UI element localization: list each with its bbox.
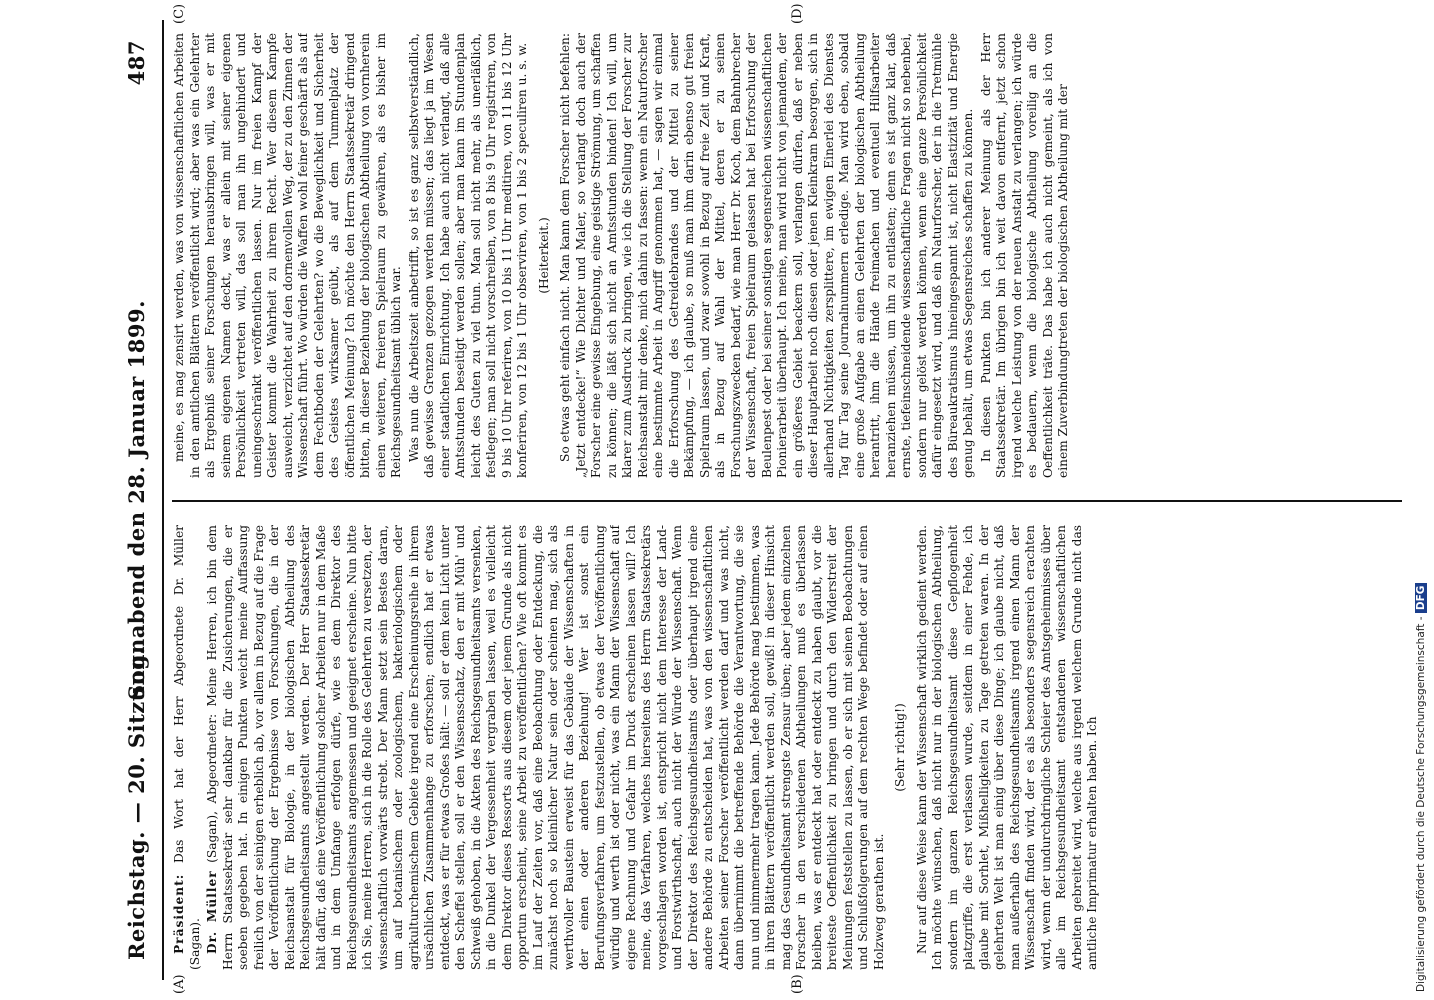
speaker-name: Dr. Müller [205, 870, 219, 954]
column-divider [172, 500, 1402, 502]
paragraph: In diesen Punkten bin ich anderer Meinung als der Herr Staatssekretär. Im übrigen bin ich weit davon entfernt, jetzt schon irgend welche Leistung von der neuen Anstalt zu verlangen; ich würde es bedauern, wenn die biologische Abtheilung voreilig an die Oeffentlichkeit träte. Das habe ich auch nicht gemeint, als ich von einem Zuverbindungtreten der biologischen Abtheilung mit der [978, 33, 1070, 478]
page-number: 487 [124, 40, 149, 86]
header-left: Reichstag. — 20. Sitzung. [124, 646, 149, 960]
paragraph: So etwas geht einfach nicht. Man kann dem Forscher nicht befehlen: „Jetzt entdecke!“ Wie Dichter und Maler, so verlangt doch auch der Forscher eine gewisse Eingebung, eine geistige Strömung, um schaffen zu können; die läßt sich nicht an Amtsstunden binden! Ich will, um klarer zum Ausdruck zu bringen, wie ich die Stellung der Forscher zur Reichsanstalt mir denke, mich dahin zu fassen: wenn ein Naturforscher eine bestimmte Arbeit in Angriff genommen hat, — sagen wir einmal die Erforschung des Getreidebrandes und der Mittel zu seiner Bekämpfung, — ich glaube, so muß man ihm darin ebenso gut freien Spielraum lassen, und zwar sowohl in Bezug auf freie Zeit und Kraft, als in Bezug auf Wahl der Mittel, deren er zu seinen Forschungszwecken bedarf, wie man Herr Dr. Koch, dem Bahnbrecher der Wissenschaft, freien Spielraum gelassen hat bei Erforschung der Beulenpest oder bei seiner sonstigen segensreichen wissenschaftlichen Pionierarbeit überhaupt. Ich meine, man wird nicht von jemandem, der ein größeres Gebiet beackern soll, verlangen dürfen, daß er neben dieser Hauptarbeit noch diesen oder jenen Kleinkram besorgen, sich in allerhand Nichtigkeiten zersplittere, im ewigen Einerlei des Dienstes Tag für Tag seine Journalnummern erledige. Man wird eben, sobald eine große Aufgabe an einen Gelehrten der biologischen Abtheilung herantritt, ihm die Hände freimachen und eventuell Hilfsarbeiter heranziehen müssen, um ihn zu entlasten; denn es ist ganz klar, daß ernste, tiefeinschneidende wissenschaftliche Fragen nicht so nebenbei, sondern nur gelöst werden können, wenn eine ganze Persönlichkeit dafür eingesetzt wird, und daß ein Naturforscher, der in die Tretmühle des Büreaukratismus hineingespannt ist, nicht Elastizität und Energie genug behält, um etwas Segensreiches schaffen zu können. [558, 33, 975, 478]
margin-marker-b: (B) [790, 974, 805, 994]
speaker-paragraph [172, 525, 203, 970]
paragraph: Nur auf diese Weise kann der Wissenschaft wirklich gedient werden. Ich möchte wünschen, daß nicht nur in der biologischen Abtheilung, sondern im ganzen Reichsgesundheitsamt diese Gepflogenheit platzgriffe, die erst verlassen wurde, seitdem in einer Fehde, ich glaube mit Sorhlet, Mißhelligkeiten zu Tage getreten waren. In der gelehrten Welt ist man einig über diese Dinge; ich glaube nicht, daß man außerhalb des Reichsgesundheitsamts irgend einen Mann der Wissenschaft finden wird, der es als besonders segensreich erachten wird, wenn der undurchdringliche Schleier des Amtsgeheimnisses über alle im Reichsgesundheitsamt entstandenen wissenschaftlichen Arbeiten gebreitet wird, welche aus irgend welchem Grunde nicht das amtliche Imprimatur erhalten haben. Ich [914, 525, 1099, 970]
margin-marker-a: (A) [172, 974, 187, 994]
text-column-right [172, 33, 1402, 478]
interjection: (Sehr richtig!) [893, 703, 907, 792]
rotated-page-content [100, 0, 1420, 1000]
paragraph: Was nun die Arbeitszeit anbetrifft, so ist es ganz selbstverständlich, daß gewisse Grenzen gezogen werden müssen; das liegt ja im Wesen einer staatlichen Einrichtung. Ich habe auch nicht verlangt, daß alle Amtsstunden beseitigt werden sollen; aber man kann im Stundenplan leicht des Guten zu viel thun. Man soll nicht mehr, als unerläßlich, festlegen; man soll nicht vorschreiben, von 8 bis 9 Uhr registriren, von 9 bis 10 Uhr referiren, von 10 bis 11 Uhr meditiren, von 11 bis 12 Uhr konferiren, von 12 bis 1 Uhr observiren, von 1 bis 2 speculiren u. s. w. [406, 33, 529, 478]
page-header [120, 40, 160, 960]
margin-marker-c: (C) [172, 3, 187, 24]
header-date: Sonnabend den 28. Januar 1899. [124, 300, 149, 700]
margin-marker-d: (D) [790, 3, 805, 24]
speaker-paragraph [205, 525, 887, 970]
header-rule [162, 20, 164, 980]
speech-text: (Sagan), Abgeordneter: Meine Herren, ich bin dem Herrn Staatssekretär sehr dankbar für die Zusicherungen, die er soeben gegeben hat. In einigen Punkten weicht meine Auffassung freilich von der seinigen erheblich ab, vor allem in Bezug auf die Frage der Veröffentlichung der Ergebnisse von Forschungen, die in der Reichsanstalt für Biologie, in der biologischen Abtheilung des Reichsgesundheitsamts angestellt werden. Der Herr Staatssekretär hält dafür, daß eine Veröffentlichung solcher Arbeiten nur in dem Maße und in dem Umfange erfolgen dürfe, wie es dem Direktor des Reichsgesundheitsamts angemessen und geeignet erscheine. Nun bitte ich Sie, meine Herren, sich in die Rolle des Gelehrten zu versetzen, der wissenschaftlich vorwärts strebt. Der Mann setzt sein Bestes daran, um auf botanischem oder zoologischem, bakteriologischem oder agrikulturchemischem Gebiete irgend eine Erscheinungsreihe in ihrem ursächlichen Zusammenhange zu erforschen; endlich hat er etwas entdeckt, was er für etwas Großes hält: — soll er dem kein Licht unter den Scheffel stellen, soll er den Wissensschatz, den er mit Müh' und Schweiß gehoben, in die Akten des Reichsgesundheitsamts versenken, in die Dunkel der Vergessenheit vergraben lassen, weil es vielleicht dem Direktor dieses Ressorts aus diesem oder jenem Grunde als nicht opportun erscheint, seine Arbeit zu veröffentlichen? Wie oft kommt es im Lauf der Zeiten vor, daß eine Beobachtung oder Entdeckung, die zunächst noch so kleinlicher Natur sein oder scheinen mag, sich als werthvoller Baustein erweist für das Gebäude der Wissenschaften in der einen oder anderen Beziehung! Wer ist sonst ein Berufungsverfahren, um festzustellen, ob etwas der Veröffentlichung würdig und werth ist oder nicht, was ein Mann der Wissenschaft auf eigene Rechnung und Gefahr im Druck erscheinen lassen will? Ich meine, das Verfahren, welches hierseitens des Herrn Staatssekretärs vorgeschlagen worden ist, entspricht nicht dem Interesse der Land- und Forstwirthschaft, auch nicht der Würde der Wissenschaft. Wenn der Direktor des Reichsgesundheitsamts oder überhaupt irgend eine andere Behörde zu entscheiden hat, was von den wissenschaftlichen Arbeiten seiner Forscher veröffentlicht werden darf und was nicht, dann übernimmt die betreffende Behörde die Verantwortung, die sie nun und nimmermehr tragen kann. Jede Behörde mag bestimmen, was in ihren Blättern veröffentlicht werden soll, gewiß! in dieser Hinsicht mag das Gesundheitsamt strengste Zensur üben; aber jedem einzelnen Forscher in den verschiedenen Abtheilungen muß es überlassen bleiben, was er entdeckt hat oder entdeckt zu haben glaubt, vor die breiteste Oeffentlichkeit zu bringen und durch den Widerstreit der Meinungen feststellen zu lassen, ob er sich mit seinen Beobachtungen und Schlußfolgerungen auf dem rechten Wege befindet oder auf einen Holzweg gerathen ist. [205, 525, 886, 970]
paragraph: meine, es mag zensirt werden, was von wissenschaftlichen Arbeiten in den amtlichen Blättern veröffentlicht wird; aber was ein Gelehrter als Ergebniß seiner Forschungen herausbringen will, was er mit seinem eigenen Namen deckt, was er allein mit seiner eigenen Persönlichkeit vertreten will, das soll man ihn ungehindert und uneingeschränkt veröffentlichen lassen. Nur im freien Kampf der Geister kommt die Wahrheit zu ihrem Recht. Wer diesem Kampfe ausweicht, verzichtet auf den dornenvollen Weg, der zu den Zinnen der Wissenschaft führt. Wo würden die Waffen wohl feiner geschärft als auf dem Fechtboden der Gelehrten? wo die Beweglichkeit und Sicherheit des Geistes wirksamer geübt, als auf dem Tummelplatz der öffentlichen Meinung? Ich möchte den Herrn Staatssekretär dringend bitten, in dieser Beziehung der biologischen Abtheilung von vornherein einen weiteren, freieren Spielraum zu gewähren, als es bisher im Reichsgesundheitsamt üblich war. [172, 33, 403, 478]
interjection: (Heiterkeit.) [536, 217, 551, 294]
dfg-logo: DFG [1415, 583, 1427, 614]
digitization-note: Digitalisierung gefördert durch die Deutsche Forschungsgemeinschaft - [1415, 616, 1427, 992]
digitization-sidebar [1412, 8, 1434, 992]
text-column-left [172, 525, 1402, 970]
speech-text: Das Wort hat der Herr Abgeordnete Dr. Müller (Sagan). [172, 525, 202, 970]
speaker-name: Präsident: [172, 873, 186, 954]
